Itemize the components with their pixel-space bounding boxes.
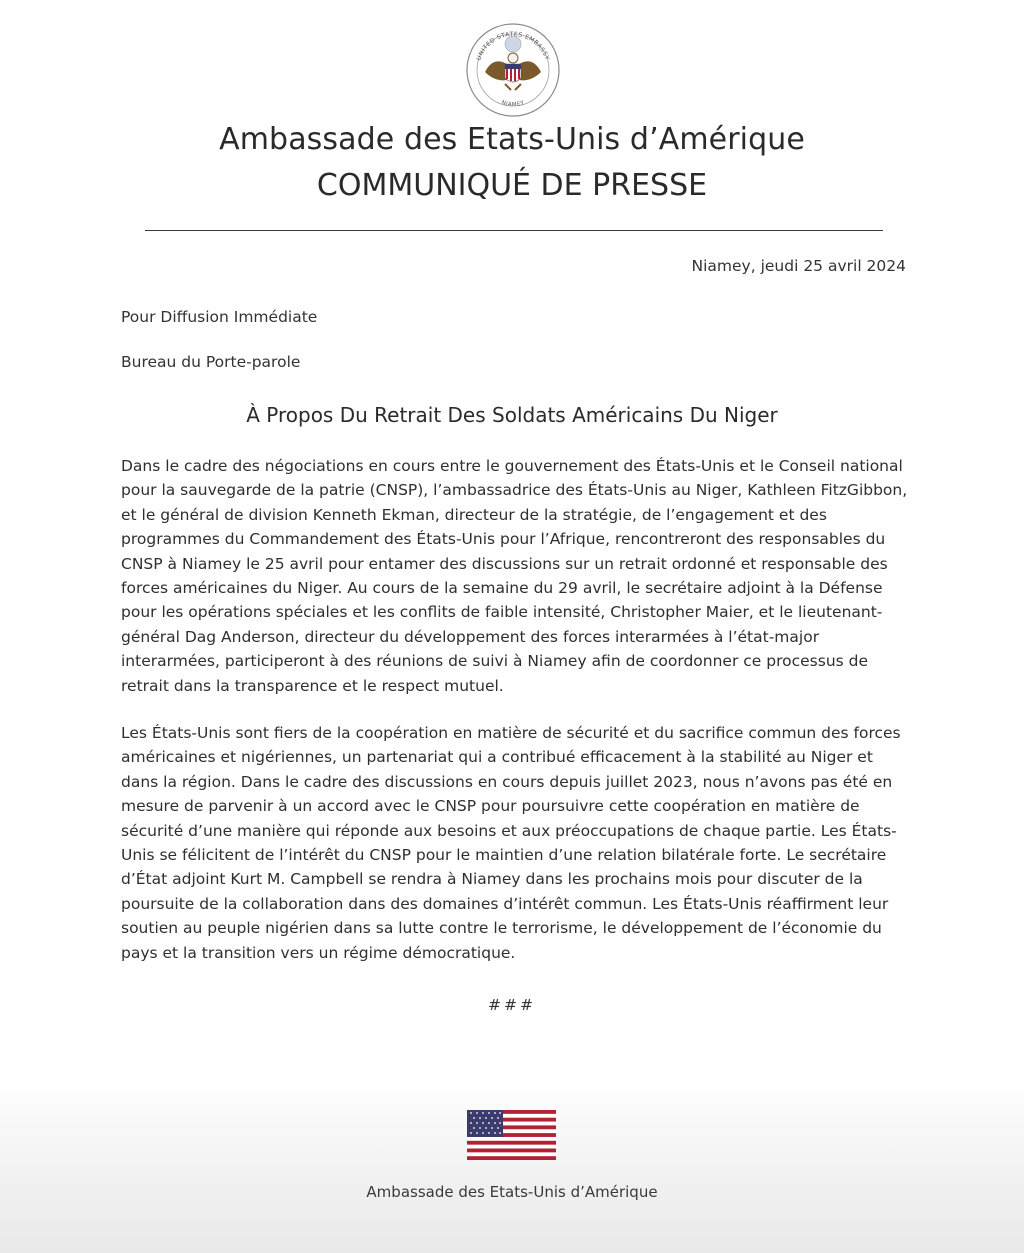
- press-release-heading: COMMUNIQUÉ DE PRESSE: [316, 168, 708, 203]
- subject-title: À Propos Du Retrait Des Soldats Américains Du Niger: [246, 403, 778, 427]
- body-paragraph: Dans le cadre des négociations en cours entre le gouvernement des États-Unis et le Conseil national pour la sauvegarde de la patrie (CNSP), l’ambassadrice des États-Unis au Niger, Kathleen FitzGibbon, et le général de division Kenneth Ekman, directeur de la stratégie, de l’engagement et des programmes du Commandement des États-Unis pour l’Afrique, rencontreront des responsables du CNSP à Niamey le 25 avril pour entamer des discussions sur un retrait ordonné et responsable des forces américaines du Niger. Au cours de la semaine du 29 avril, le secrétaire adjoint à la Défense pour les opérations spéciales et les conflits de faible intensité, Christopher Maier, et le lieutenant-général Dag Anderson, directeur du développement des forces interarmées à l’état-major interarmées, participeront à des réunions de suivi à Niamey afin de coordonner ce processus de retrait dans la transparence et le respect mutuel.: [121, 457, 908, 695]
- release-note: Pour Diffusion Immédiate: [121, 308, 318, 326]
- embassy-seal-icon: [465, 22, 561, 118]
- header-divider: [145, 230, 883, 231]
- issuing-office: Bureau du Porte-parole: [121, 353, 301, 371]
- date-line: Niamey, jeudi 25 avril 2024: [691, 257, 906, 275]
- svg-text:NIAMEY: NIAMEY: [500, 99, 526, 109]
- footer-embassy-name: Ambassade des Etats-Unis d’Amérique: [366, 1183, 658, 1201]
- end-mark: ###: [488, 996, 536, 1014]
- svg-text:UNITED STATES EMBASSY: UNITED STATES EMBASSY: [475, 30, 551, 62]
- us-flag-icon: [467, 1110, 556, 1160]
- letterhead-title: Ambassade des Etats-Unis d’Amérique: [219, 122, 805, 157]
- body-paragraph: Les États-Unis sont fiers de la coopération en matière de sécurité et du sacrifice commun des forces américaines et nigériennes, un partenariat qui a contribué efficacement à la stabilité au Niger et dans la région. Dans le cadre des discussions en cours depuis juillet 2023, nous n’avons pas été en mesure de parvenir à un accord avec le CNSP pour poursuivre cette coopération en matière de sécurité d’une manière qui réponde aux besoins et aux préoccupations de chaque partie. Les États-Unis se félicitent de l’intérêt du CNSP pour le maintien d’une relation bilatérale forte. Le secrétaire d’État adjoint Kurt M. Campbell se rendra à Niamey dans les prochains mois pour discuter de la poursuite de la collaboration dans des domaines d’intérêt commun. Les États-Unis réaffirment leur soutien au peuple nigérien dans sa lutte contre le terrorisme, le développement de l’économie du pays et la transition vers un régime démocratique.: [121, 724, 901, 962]
